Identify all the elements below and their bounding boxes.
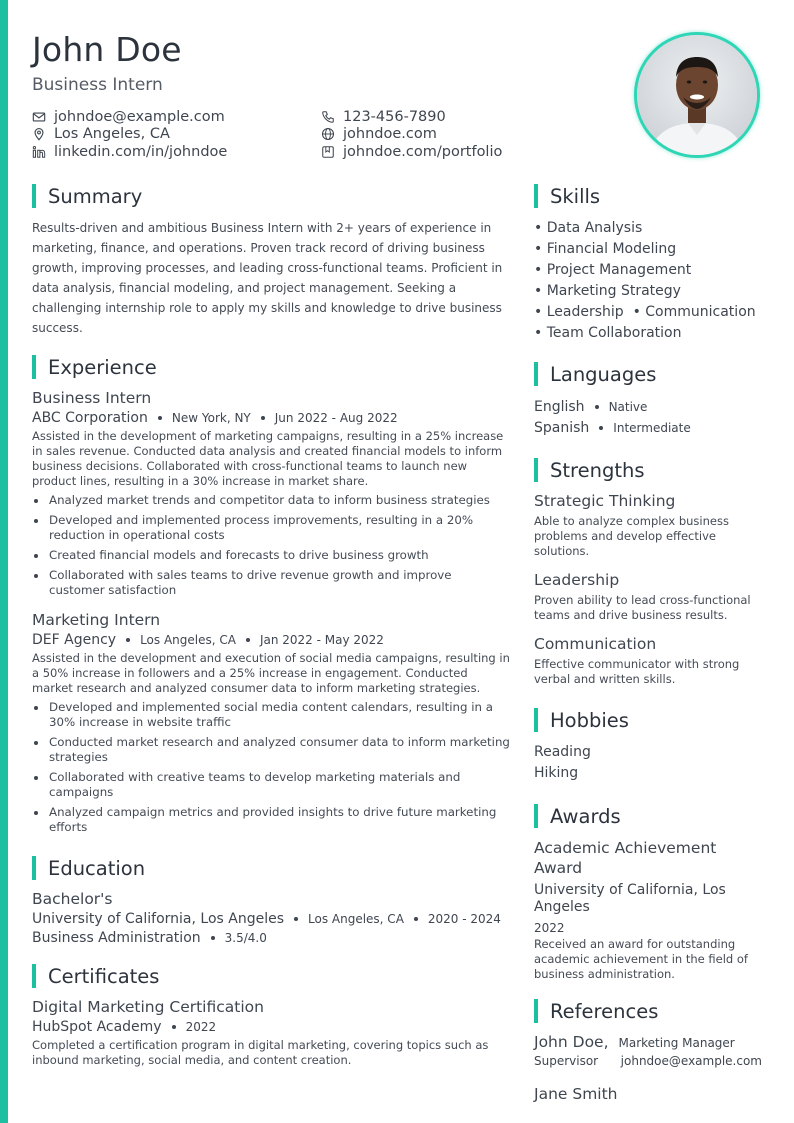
job-entry — [32, 389, 510, 598]
strengths-section — [534, 457, 762, 687]
award-org: University of California, Los Angeles — [534, 882, 726, 915]
list-item: Created financial models and forecasts to drive business growth — [32, 548, 510, 563]
left-column — [32, 183, 510, 1068]
awards-heading — [534, 803, 762, 829]
references-heading — [534, 998, 762, 1024]
language-row — [534, 396, 762, 417]
skill-item: Leadership — [546, 304, 624, 320]
education-major: Business Administration — [32, 930, 201, 946]
certificate-meta — [32, 1019, 510, 1035]
contact-phone[interactable] — [321, 108, 621, 126]
mail-icon — [32, 110, 46, 124]
certificates-section — [32, 963, 510, 1068]
education-section — [32, 855, 510, 946]
reference-name: John Doe, — [534, 1033, 609, 1051]
job-company: ABC Corporation — [32, 410, 148, 426]
summary-title: Summary — [48, 184, 143, 208]
language-name: English — [534, 398, 585, 415]
contact-website-text: johndoe.com — [343, 126, 437, 143]
strength-name: Leadership — [534, 571, 620, 589]
contact-portfolio[interactable] — [321, 143, 621, 161]
list-item: Conducted market research and analyzed consumer data to inform marketing strategies — [32, 735, 510, 765]
list-item: Developed and implemented social media content calendars, resulting in a 30% increase in website traffic — [32, 700, 510, 730]
languages-heading — [534, 361, 762, 387]
language-row — [534, 417, 762, 438]
certificates-heading — [32, 963, 510, 989]
hobby-item: Hiking — [534, 765, 579, 781]
contact-website[interactable] — [321, 126, 621, 144]
strength-desc: Able to analyze complex business problems and develop effective solutions. — [534, 514, 729, 558]
hobbies-heading — [534, 707, 762, 733]
reference-email[interactable]: johndoe@example.com — [620, 1054, 762, 1068]
job-meta — [32, 632, 510, 648]
list-item: Developed and implemented process improvements, resulting in a 20% reduction in operational costs — [32, 513, 510, 543]
education-meta — [32, 911, 510, 927]
reference-contact — [534, 1054, 762, 1068]
award-year: 2022 — [534, 921, 565, 935]
contact-email-text: johndoe@example.com — [54, 108, 225, 125]
hobby-item: Reading — [534, 744, 591, 760]
portfolio-icon — [321, 145, 335, 159]
education-location: Los Angeles, CA — [308, 912, 404, 926]
education-title: Education — [48, 856, 146, 880]
skills-section — [534, 183, 762, 344]
job-company: DEF Agency — [32, 632, 117, 648]
globe-icon — [321, 127, 335, 141]
contact-portfolio-text: johndoe.com/portfolio — [343, 143, 503, 160]
summary-section — [32, 183, 510, 338]
education-heading — [32, 855, 510, 881]
awards-section — [534, 803, 762, 982]
strength-name: Strategic Thinking — [534, 492, 676, 510]
skill-item: Project Management — [546, 262, 692, 278]
skills-heading — [534, 183, 762, 209]
candidate-name: John Doe — [32, 30, 182, 69]
references-section — [534, 998, 762, 1103]
job-description: Assisted in the development of marketing campaigns, resulting in a 25% increase in sales revenue. Conducted data analysis and created financial models to inform business decisions. Collaborated with cross-functional teams to launch new product lines, resulting in a 30% increase in market share. — [32, 429, 504, 488]
accent-bar — [0, 0, 8, 1123]
language-name: Spanish — [534, 419, 590, 436]
strengths-heading — [534, 457, 762, 483]
skill-item: Financial Modeling — [546, 241, 677, 257]
phone-icon — [321, 110, 335, 124]
skills-list: • Data Analysis • Financial Modeling • Project Management • Marketing Strategy • Leadership • Communication • Team Collaboration — [534, 220, 756, 341]
job-dates: Jan 2022 - May 2022 — [259, 633, 384, 647]
strength-desc: Effective communicator with strong verbal and written skills. — [534, 657, 740, 686]
job-meta — [32, 410, 510, 426]
candidate-role: Business Intern — [32, 75, 163, 95]
contact-right — [321, 108, 621, 161]
education-major-row — [32, 930, 510, 946]
awards-title: Awards — [550, 804, 621, 828]
skill-item: Marketing Strategy — [546, 283, 681, 299]
strength-item — [534, 492, 762, 559]
reference-company: Supervisor — [534, 1054, 599, 1068]
award-name: Academic Achievement Award — [534, 839, 717, 877]
skill-item: Data Analysis — [546, 220, 643, 236]
job-location: Los Angeles, CA — [140, 633, 236, 647]
contact-left — [32, 108, 332, 161]
strength-item — [534, 571, 762, 623]
location-icon — [32, 127, 46, 141]
certificate-year: 2022 — [185, 1020, 217, 1034]
experience-title: Experience — [48, 355, 157, 379]
summary-heading — [32, 183, 510, 209]
reference-item — [534, 1033, 762, 1051]
skill-item: Communication — [645, 304, 756, 320]
experience-heading — [32, 354, 510, 380]
linkedin-icon — [32, 145, 46, 159]
education-dates: 2020 - 2024 — [427, 912, 501, 926]
languages-section — [534, 361, 762, 438]
skills-title: Skills — [550, 184, 601, 208]
strength-name: Communication — [534, 635, 657, 653]
strengths-title: Strengths — [550, 458, 645, 482]
contact-phone-text: 123-456-7890 — [343, 108, 446, 125]
summary-text: Results-driven and ambitious Business Intern with 2+ years of experience in marketing, finance, and operations. Proven track record of driving business growth, improving processes, and leading cross-functional teams. Proficient in data analysis, financial modeling, and project management. Seeking a challenging internship role to apply my skills and knowledge to drive business success. — [32, 221, 503, 335]
certificate-name: Digital Marketing Certification — [32, 998, 264, 1016]
job-title: Business Intern — [32, 389, 152, 407]
contact-linkedin[interactable] — [32, 143, 332, 161]
avatar — [634, 32, 760, 158]
job-bullets — [32, 700, 510, 835]
job-dates: Jun 2022 - Aug 2022 — [274, 411, 398, 425]
contact-location-text: Los Angeles, CA — [54, 126, 170, 143]
certificate-description: Completed a certification program in digital marketing, covering topics such as inbound marketing, social media, and content creation. — [32, 1038, 489, 1067]
hobbies-section — [534, 707, 762, 784]
reference-name: Jane Smith — [534, 1085, 618, 1103]
education-gpa: 3.5/4.0 — [224, 931, 267, 945]
reference-position: Marketing Manager — [618, 1036, 735, 1050]
languages-title: Languages — [550, 362, 657, 386]
job-entry — [32, 611, 510, 835]
language-level: Intermediate — [613, 420, 691, 435]
strength-desc: Proven ability to lead cross-functional teams and drive business results. — [534, 593, 751, 622]
list-item: Analyzed campaign metrics and provided insights to drive future marketing efforts — [32, 805, 510, 835]
certificates-title: Certificates — [48, 964, 160, 988]
list-item: Collaborated with creative teams to develop marketing materials and campaigns — [32, 770, 510, 800]
language-level: Native — [608, 399, 648, 414]
experience-section — [32, 354, 510, 835]
award-desc: Received an award for outstanding academic achievement in the field of business administration. — [534, 937, 748, 981]
certificate-issuer: HubSpot Academy — [32, 1019, 162, 1035]
contact-location — [32, 126, 332, 144]
job-title: Marketing Intern — [32, 611, 161, 629]
list-item: Collaborated with sales teams to drive revenue growth and improve customer satisfaction — [32, 568, 510, 598]
contact-linkedin-text: linkedin.com/in/johndoe — [54, 143, 228, 160]
job-location: New York, NY — [171, 411, 251, 425]
avatar-portrait — [637, 35, 757, 155]
education-school: University of California, Los Angeles — [32, 911, 285, 927]
hobbies-title: Hobbies — [550, 708, 629, 732]
education-degree: Bachelor's — [32, 890, 113, 908]
references-title: References — [550, 999, 659, 1023]
skill-item: Team Collaboration — [546, 325, 682, 341]
job-bullets — [32, 493, 510, 598]
right-column — [534, 183, 762, 1103]
strength-item — [534, 635, 762, 687]
list-item: Analyzed market trends and competitor data to inform business strategies — [32, 493, 510, 508]
job-description: Assisted in the development and execution of social media campaigns, resulting in a 50% increase in followers and a 25% increase in engagement. Conducted market research and analyzed consumer data to inform marketing strategies. — [32, 651, 510, 695]
contact-email[interactable] — [32, 108, 332, 126]
